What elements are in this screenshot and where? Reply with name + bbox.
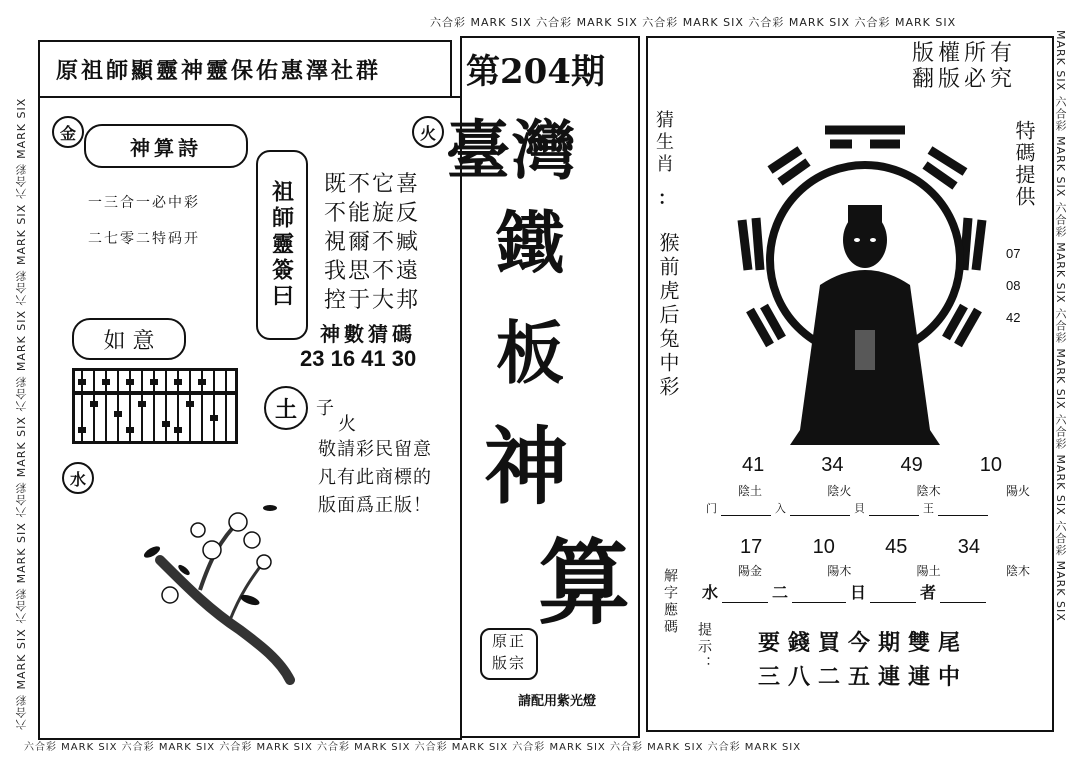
row1-number-2: 34 bbox=[821, 454, 844, 476]
row1-tag-2: 陰火 bbox=[827, 484, 852, 498]
right-border-text: MARK SIX 六合彩 MARK SIX 六合彩 MARK SIX 六合彩 MARK SIX 六合彩 MARK SIX 六合彩 MARK SIX bbox=[1054, 30, 1067, 622]
row2-tag-1: 陽金 bbox=[738, 564, 763, 578]
zodiac-colon: ： bbox=[658, 188, 676, 209]
oracle-line-3: 視爾不臧 bbox=[324, 230, 421, 255]
row2-number-1: 17 bbox=[740, 536, 763, 558]
oracle-line-1: 既不它喜 bbox=[324, 172, 421, 197]
row1-char-1: 门 bbox=[706, 502, 717, 515]
plum-blossom-icon bbox=[140, 500, 310, 690]
special-number-1: 07 bbox=[1006, 246, 1021, 261]
row1-number-4: 10 bbox=[979, 454, 1002, 476]
row1-char-4: 王 bbox=[923, 502, 934, 515]
zodiac-label: 猜生肖 bbox=[653, 110, 674, 176]
bottom-border-text: 六合彩 MARK SIX 六合彩 MARK SIX 六合彩 MARK SIX 六合彩 MARK SIX 六合彩 MARK SIX 六合彩 MARK SIX 六合彩 MARK SIX 六合彩 MARK SIX bbox=[24, 742, 802, 753]
footer-note: 請配用紫光燈 bbox=[518, 694, 597, 709]
row2-number-3: 45 bbox=[885, 536, 908, 558]
issue-number: 第204期 bbox=[466, 52, 605, 92]
row2-tags bbox=[738, 562, 1030, 579]
oracle-line-5: 控于大邦 bbox=[324, 288, 421, 313]
badge-fire-icon: 火 bbox=[412, 116, 444, 148]
title-ban: 板 bbox=[496, 314, 565, 394]
title-tie: 鐵 bbox=[496, 204, 565, 284]
zodiac-value: 猴前虎后兔中彩 bbox=[656, 232, 680, 400]
row1-number-3: 49 bbox=[900, 454, 923, 476]
notice-line-3: 版面爲正版！ bbox=[318, 495, 432, 516]
row2-tag-2: 陽木 bbox=[827, 564, 852, 578]
ruyi-label: 如 意 bbox=[72, 318, 186, 360]
row2-char-3: 日 bbox=[850, 583, 867, 602]
genuine-stamp bbox=[480, 628, 538, 680]
badge-water-icon: 水 bbox=[62, 462, 94, 494]
badge-gold-icon: 金 bbox=[52, 116, 84, 148]
banner-text: 原祖師顯靈神靈保佑惠澤社群 bbox=[56, 58, 382, 84]
huo-char: 火 bbox=[338, 414, 356, 435]
row1-number-1: 41 bbox=[742, 454, 765, 476]
row2-char-2: 二 bbox=[772, 583, 789, 602]
hint-line-1: 要錢買今期雙尾 bbox=[758, 630, 969, 656]
row2-tag-3: 陽土 bbox=[916, 564, 941, 578]
stamp-text: 原正版宗 bbox=[491, 632, 526, 672]
row2-number-4: 34 bbox=[957, 536, 980, 558]
poem-line-2: 二七零二特码开 bbox=[88, 231, 200, 247]
row2-chars bbox=[702, 580, 1032, 603]
row1-chars bbox=[706, 500, 1026, 516]
title-suan: 算 bbox=[538, 529, 631, 637]
oracle-label-frame bbox=[256, 150, 308, 340]
row1-tags bbox=[738, 482, 1030, 499]
copyright-line-1: 版權所有 bbox=[912, 41, 1017, 66]
oracle-line-4: 我思不遠 bbox=[324, 259, 421, 284]
zi-char: 子 bbox=[316, 398, 334, 419]
numbers-label: 神數猜碼 bbox=[320, 322, 416, 346]
special-label: 特碼提供 bbox=[1012, 120, 1036, 208]
notice-line-2: 凡有此商標的 bbox=[318, 467, 432, 488]
top-border-text: 六合彩 MARK SIX 六合彩 MARK SIX 六合彩 MARK SIX 六合彩 MARK SIX 六合彩 MARK SIX bbox=[430, 16, 957, 29]
special-number-2: 08 bbox=[1006, 278, 1021, 293]
bagua-deity-image bbox=[730, 110, 1000, 450]
numbers-value: 23 16 41 30 bbox=[300, 346, 417, 371]
hint-label: 提示： bbox=[696, 622, 712, 673]
special-numbers bbox=[1006, 238, 1020, 334]
row1-char-3: 貝 bbox=[854, 502, 865, 515]
special-number-3: 42 bbox=[1006, 310, 1021, 325]
row2-char-4: 者 bbox=[920, 583, 937, 602]
oracle-line-2: 不能旋反 bbox=[324, 201, 421, 226]
copyright-line-2: 翻版必究 bbox=[912, 67, 1017, 92]
badge-earth-icon: 土 bbox=[264, 386, 308, 430]
row2-numbers bbox=[740, 536, 980, 559]
row1-tag-4: 陽火 bbox=[1005, 484, 1030, 498]
title-shen: 神 bbox=[484, 417, 569, 516]
row1-numbers bbox=[742, 454, 1002, 477]
oracle-label: 祖師靈簽曰 bbox=[268, 180, 295, 310]
title-taiwan: 臺灣 bbox=[446, 114, 578, 189]
left-border-text: 六合彩 MARK SIX 六合彩 MARK SIX 六合彩 MARK SIX 六合彩 MARK SIX 六合彩 MARK SIX 六合彩 MARK SIX bbox=[15, 97, 28, 730]
poem-title: 神算詩 bbox=[84, 124, 248, 168]
abacus-icon bbox=[72, 368, 238, 444]
decode-label: 解字應碼 bbox=[662, 568, 678, 636]
notice-text bbox=[318, 436, 432, 520]
row1-tag-1: 陰土 bbox=[738, 484, 763, 498]
row1-char-2: 入 bbox=[775, 502, 786, 515]
hint-line-2: 三八二五連連中 bbox=[758, 664, 969, 690]
notice-line-1: 敬請彩民留意 bbox=[318, 439, 432, 460]
row2-number-2: 10 bbox=[812, 536, 835, 558]
row1-tag-3: 陰木 bbox=[916, 484, 941, 498]
poem-line-1: 一三合一必中彩 bbox=[88, 195, 200, 211]
row2-tag-4: 陰木 bbox=[1005, 564, 1030, 578]
oracle-verse bbox=[324, 170, 420, 315]
row2-char-1: 水 bbox=[702, 583, 719, 602]
